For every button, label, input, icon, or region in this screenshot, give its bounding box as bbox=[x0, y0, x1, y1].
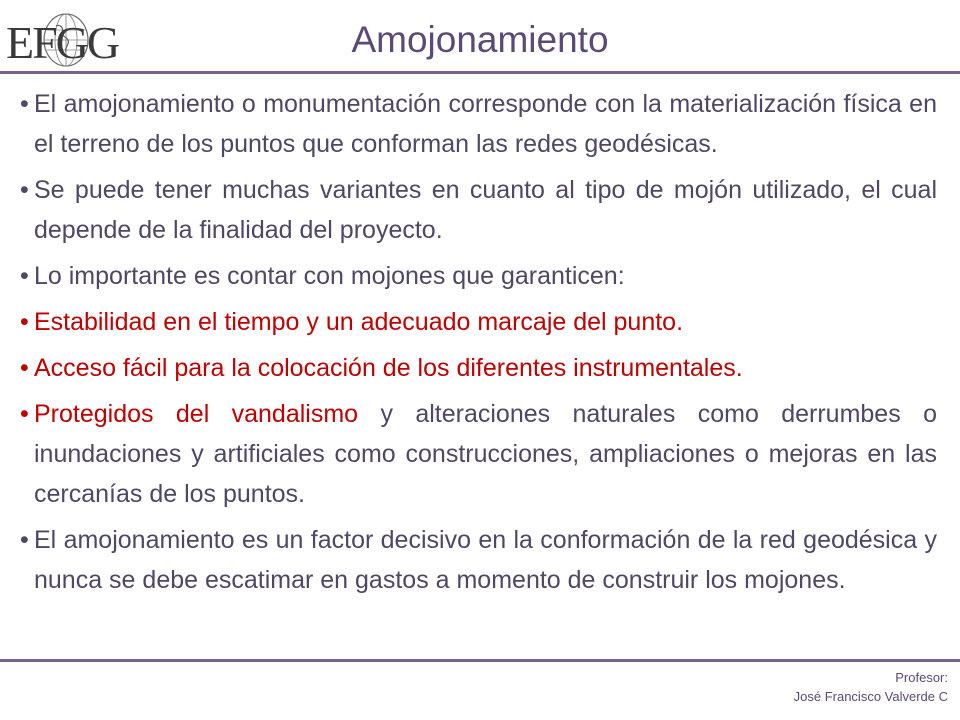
slide-title: Amojonamiento bbox=[351, 19, 609, 60]
bullet-item: • El amojonamiento o monumentación corresponde con la materialización física en el terreno de los puntos que conforman las redes geodésicas. bbox=[20, 90, 937, 158]
bullet-item: • Se puede tener muchas variantes en cuanto al tipo de mojón utilizado, el cual depende de la finalidad del proyecto. bbox=[20, 176, 937, 244]
bullet-item: • Protegidos del vandalismo y alteraciones naturales como derrumbes o inundaciones y artificiales como construcciones, ampliaciones o mejoras en las cercanías de los puntos. bbox=[20, 400, 937, 508]
bullet-text: y alteraciones naturales como derrumbes o inundaciones y artificiales como construcciones, ampliaciones o mejoras en las cercanías de los puntos. bbox=[34, 400, 937, 508]
bullet-text: Lo importante es contar con mojones que garanticen: bbox=[34, 262, 625, 290]
bullet-text: El amojonamiento o monumentación corresponde con la materialización física en el terreno de los puntos que conforman las redes geodésicas. bbox=[34, 90, 937, 158]
title-divider bbox=[0, 71, 960, 74]
footer-credit bbox=[794, 668, 948, 706]
bullet-text: Acceso fácil para la colocación de los diferentes instrumentales. bbox=[34, 354, 743, 382]
bullet-item: • El amojonamiento es un factor decisivo en la conformación de la red geodésica y nunca se debe escatimar en gastos a momento de construir los mojones. bbox=[20, 526, 937, 594]
footer-label: Profesor: bbox=[895, 670, 948, 685]
bullet-highlight: Protegidos del vandalismo bbox=[34, 400, 359, 428]
footer-divider bbox=[0, 659, 960, 662]
bullet-item: • Lo importante es contar con mojones que garanticen: bbox=[20, 262, 625, 290]
footer-name: José Francisco Valverde C bbox=[793, 689, 948, 704]
bullet-item-emphasis: • Estabilidad en el tiempo y un adecuado marcaje del punto. bbox=[20, 308, 684, 336]
bullet-text: Se puede tener muchas variantes en cuanto al tipo de mojón utilizado, el cual depende de la finalidad del proyecto. bbox=[34, 176, 937, 244]
bullet-text: El amojonamiento es un factor decisivo en la conformación de la red geodésica y nunca se debe escatimar en gastos a momento de construir los mojones. bbox=[34, 526, 937, 594]
bullet-list bbox=[20, 84, 937, 606]
bullet-text: Estabilidad en el tiempo y un adecuado marcaje del punto. bbox=[34, 308, 684, 336]
bullet-item-emphasis: • Acceso fácil para la colocación de los diferentes instrumentales. bbox=[20, 354, 743, 382]
logo-text: EFGG bbox=[6, 17, 119, 68]
